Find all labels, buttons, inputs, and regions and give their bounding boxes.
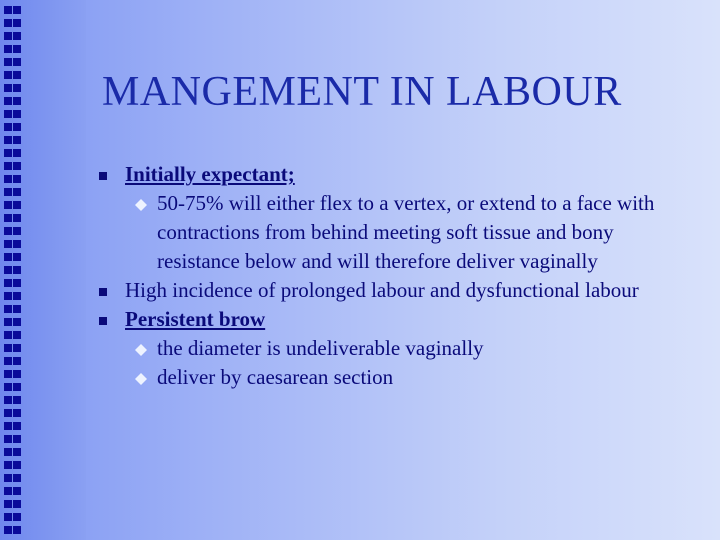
edge-square-column-right bbox=[13, 6, 21, 534]
bullet-item-1 bbox=[125, 160, 695, 276]
square-bullet-icon bbox=[99, 317, 107, 325]
sub-bullet-text: 50-75% will either flex to a vertex, or extend to a face with contractions from behind meeting soft tissue and bony resistance below and will therefore deliver vaginally bbox=[157, 191, 655, 273]
sub-bullet-item bbox=[125, 334, 695, 363]
sub-bullet-text: deliver by caesarean section bbox=[157, 365, 394, 389]
bullet-text: Persistent brow bbox=[125, 307, 266, 331]
sub-bullet-item bbox=[125, 189, 695, 276]
bullet-text: High incidence of prolonged labour and dysfunctional labour bbox=[125, 278, 639, 302]
square-bullet-icon bbox=[99, 288, 107, 296]
sub-bullet-item bbox=[125, 363, 695, 392]
slide-content bbox=[125, 160, 695, 392]
slide-title: MANGEMENT IN LABOUR bbox=[102, 69, 622, 115]
diamond-bullet-icon bbox=[135, 373, 147, 385]
left-decorative-strip bbox=[0, 0, 86, 540]
sub-bullet-text: the diameter is undeliverable vaginally bbox=[157, 336, 484, 360]
diamond-bullet-icon bbox=[135, 199, 147, 211]
square-bullet-icon bbox=[99, 172, 107, 180]
diamond-bullet-icon bbox=[135, 344, 147, 356]
bullet-item-2 bbox=[125, 276, 695, 305]
bullet-item-3 bbox=[125, 305, 695, 392]
bullet-text: Initially expectant; bbox=[125, 162, 295, 186]
